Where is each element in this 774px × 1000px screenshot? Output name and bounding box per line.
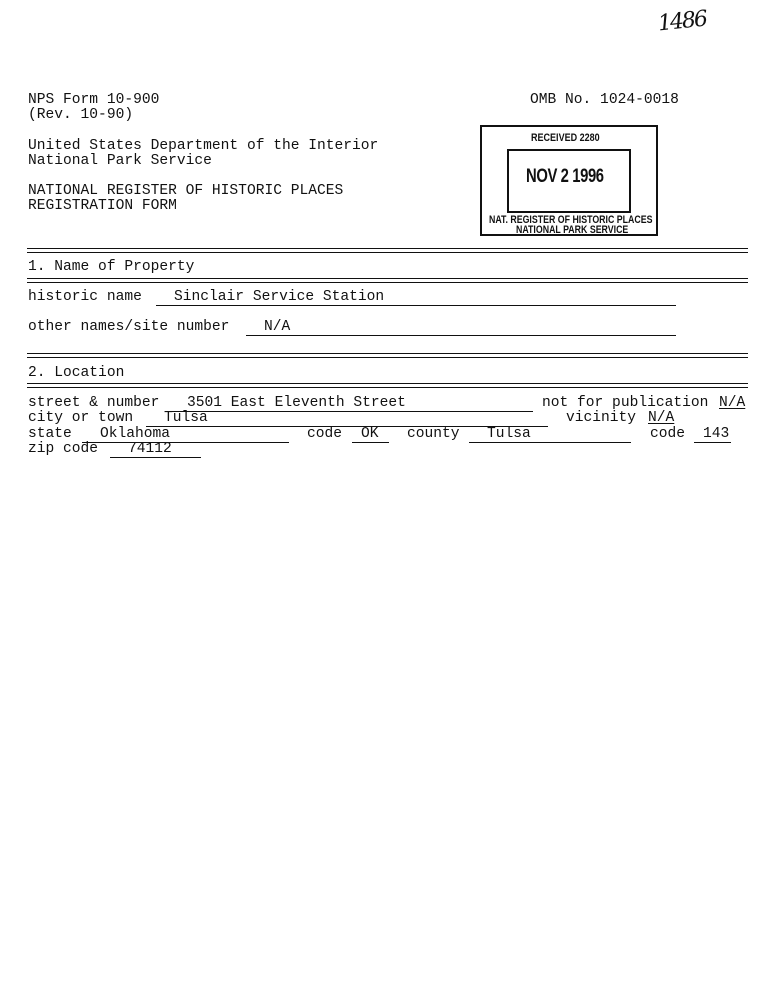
- section-1-heading: 1. Name of Property: [28, 259, 195, 275]
- zip-label: zip code: [28, 441, 99, 457]
- omb-number: OMB No. 1024-0018: [530, 92, 679, 108]
- historic-name-value: Sinclair Service Station: [174, 289, 385, 305]
- section-divider: [27, 353, 748, 358]
- stamp-footer-line2: NATIONAL PARK SERVICE: [516, 224, 629, 236]
- county-code-label: code: [650, 426, 686, 442]
- section-divider: [27, 278, 748, 283]
- other-names-label: other names/site number: [28, 319, 230, 335]
- stamp-received-label: RECEIVED 2280: [531, 132, 600, 144]
- city-value: Tulsa: [164, 410, 208, 426]
- county-field: [469, 427, 631, 443]
- section-2-heading: 2. Location: [28, 365, 125, 381]
- zip-value: 74112: [128, 441, 172, 457]
- state-code-value: OK: [361, 426, 379, 442]
- vicinity-label: vicinity: [566, 410, 637, 426]
- city-field: [146, 411, 548, 427]
- state-code-label: code: [307, 426, 343, 442]
- vicinity-value: N/A: [648, 410, 675, 426]
- county-value: Tulsa: [487, 426, 531, 442]
- department-name: United States Department of the Interior: [28, 138, 379, 154]
- section-divider: [27, 248, 748, 253]
- stamp-date: NOV 2 1996: [526, 166, 604, 187]
- stamp-footer-line1: NAT. REGISTER OF HISTORIC PLACES: [489, 214, 653, 226]
- handwritten-note: 1486: [656, 6, 708, 37]
- street-label: street & number: [28, 395, 160, 411]
- other-names-field: [246, 320, 676, 336]
- zip-field: [110, 442, 201, 458]
- state-label: state: [28, 426, 72, 442]
- not-for-publication-label: not for publication: [542, 395, 709, 411]
- other-names-value: N/A: [264, 319, 291, 335]
- form-title: REGISTRATION FORM: [28, 198, 177, 214]
- city-label: city or town: [28, 410, 134, 426]
- not-for-publication-value: N/A: [719, 395, 746, 411]
- street-field: [171, 396, 533, 412]
- state-code-field: [352, 427, 389, 443]
- county-code-value: 143: [703, 426, 730, 442]
- form-revision: (Rev. 10-90): [28, 107, 134, 123]
- street-value: 3501 East Eleventh Street: [187, 395, 406, 411]
- county-code-field: [694, 427, 731, 443]
- historic-name-label: historic name: [28, 289, 142, 305]
- form-number: NPS Form 10-900: [28, 92, 160, 108]
- register-title: NATIONAL REGISTER OF HISTORIC PLACES: [28, 183, 344, 199]
- section-divider: [27, 383, 748, 388]
- county-label: county: [407, 426, 460, 442]
- state-value: Oklahoma: [100, 426, 171, 442]
- historic-name-field: [156, 290, 676, 306]
- service-name: National Park Service: [28, 153, 212, 169]
- state-field: [82, 427, 289, 443]
